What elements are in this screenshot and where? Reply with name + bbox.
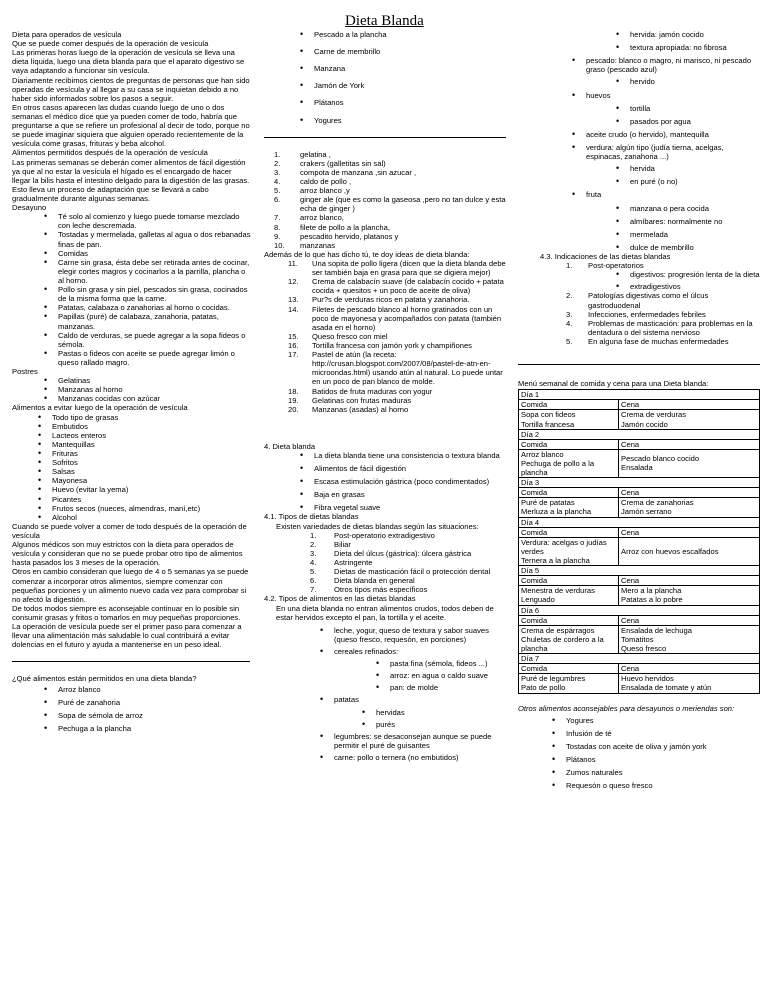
- comida-header: Comida: [519, 527, 619, 537]
- menu-dish: Merluza a la plancha: [521, 507, 592, 517]
- list-item: • manzana o pera cocida: [630, 204, 760, 213]
- table-row: [519, 674, 760, 693]
- item-number: 3.: [310, 548, 317, 558]
- otros-list: [518, 716, 760, 791]
- list-item: • Carne de membrillo: [314, 47, 508, 56]
- list-item: Otros tipos más específicos: [334, 585, 428, 595]
- list-item: Dietas de masticación fácil o protección dental: [334, 567, 491, 577]
- list-item: • Salsas: [52, 467, 252, 476]
- list-item: Infecciones, enfermedades febriles: [588, 309, 706, 319]
- menu-dish: Crema de zanahorias: [621, 498, 694, 508]
- item-number: 19.: [288, 395, 299, 405]
- list-item: manzanas: [300, 240, 336, 250]
- comida-header: Comida: [519, 664, 619, 674]
- cena-header: Cena: [619, 615, 760, 625]
- list-item: • Plátanos: [566, 755, 760, 764]
- sec41-list: [264, 531, 508, 595]
- list-item: Dieta del úlcus (gástrica): úlcera gástrica: [334, 548, 472, 558]
- heading-volver-comer: Cuando se puede volver a comer de todo después de la operación de vesícula: [12, 521, 247, 541]
- list-item: Pastel de atún (la receta: http://crusan.blogspot.com/2007/08/pastel-de-atn-en-microondas.html) usando atún al natural. Lo puede untar en un poco de pan blanco de molde.: [312, 350, 503, 387]
- table-row: [519, 625, 760, 653]
- list-item: Gelatinas con frutas maduras: [312, 395, 412, 405]
- list-item: • pasados por agua: [630, 117, 760, 126]
- day-label: Día 5: [519, 566, 760, 576]
- list-item: • hervido: [630, 77, 760, 86]
- list-item: • Mayonesa: [52, 476, 252, 485]
- top-food-list: [264, 30, 508, 125]
- paragraph: Las primeras semanas se deberán comer alimentos de fácil digestión ya que al no estar la vesícula el hígado es el encargado de hacer llegar la bilis hasta el intestino delgado para la digestión de las grasas.: [12, 157, 250, 185]
- sec4-list: [264, 451, 508, 513]
- menu-dish: Lenguado: [521, 595, 555, 605]
- paragraph: La operación de vesícula puede ser el primer paso para comenzar a llevar una alimentación más saludable lo cual contribuirá a evitar dolencias en el futuro y ayuda a mantenerse en un peso ideal.: [12, 622, 242, 650]
- list-item: • en puré (o no): [630, 177, 760, 186]
- menu-dish: Jamón serrano: [621, 507, 672, 517]
- item-number: 5.: [310, 567, 317, 577]
- table-row: [519, 537, 760, 565]
- item-number: 1.: [566, 261, 573, 271]
- question-heading: ¿Qué alimentos están permitidos en una dieta blanda?: [12, 674, 197, 684]
- foods-list: [518, 56, 760, 74]
- list-item: • Plátanos: [314, 98, 508, 107]
- indicaciones-list: [518, 291, 760, 346]
- item-number: 1.: [274, 149, 281, 159]
- list-item: pescadito hervido, platanos y: [300, 231, 399, 241]
- list-item: En alguna fase de muchas enfermedades: [588, 336, 729, 346]
- day-label: Día 2: [519, 429, 760, 439]
- list-item: • Zumos naturales: [566, 768, 760, 777]
- list-item: • Té solo al comienzo y luego puede tomarse mezclado con leche descremada.: [58, 212, 252, 230]
- list-item: arroz blanco ,y: [300, 186, 350, 196]
- table-row-header: [519, 488, 760, 498]
- list-item: • aceite crudo (o hervido), mantequilla: [586, 130, 760, 139]
- numbered-list-2: [264, 259, 508, 414]
- list-item: crakers (galletitas sin sal): [300, 158, 386, 168]
- paragraph: Diariamente recibimos cientos de preguntas de personas que han sido operadas de vesícula y al llegar a su casa se inquietan debido a no haber sido informados sobre los pasos a seguir.: [12, 75, 250, 103]
- list-item: • La dieta blanda tiene una consistencia o textura blanda: [314, 451, 508, 460]
- list-item: • Comidas: [58, 249, 252, 258]
- cena-cell: [619, 537, 760, 565]
- comida-header: Comida: [519, 439, 619, 449]
- foods-list-fruta: [518, 190, 760, 199]
- list-item: • tortilla: [630, 104, 760, 113]
- heading-dieta-blanda: 4. Dieta blanda: [264, 441, 316, 451]
- cena-cell: [619, 625, 760, 653]
- comida-header: Comida: [519, 488, 619, 498]
- table-row-day: [519, 605, 760, 615]
- list-item: Batidos de fruta maduras con yogur: [312, 386, 433, 396]
- list-item: • Embutidos: [52, 422, 252, 431]
- menu-dish: Pato de pollo: [521, 683, 566, 693]
- list-item: Una sopita de pollo ligera (dicen que la dieta blanda debe ser también baja en grasa para que se digiera mejor): [312, 258, 506, 278]
- item-number: 4.: [566, 318, 573, 328]
- heading-dieta-operados: Dieta para operados de vesícula: [12, 30, 122, 39]
- cena-header: Cena: [619, 400, 760, 410]
- list-item: Biliar: [334, 539, 351, 549]
- heading-tipos-dietas: 4.1. Tipos de dietas blandas: [264, 512, 359, 522]
- comida-cell: [519, 625, 619, 653]
- item-number: 14.: [288, 304, 299, 314]
- cena-cell: [619, 449, 760, 477]
- table-row: [519, 586, 760, 605]
- menu-dish: Pechuga de pollo a la plancha: [521, 458, 595, 478]
- item-number: 9.: [274, 231, 281, 241]
- table-row-day: [519, 654, 760, 664]
- cena-header: Cena: [619, 576, 760, 586]
- menu-dish: Tomatitos: [621, 634, 654, 644]
- cena-header: Cena: [619, 439, 760, 449]
- menu-dish: Ensalada de lechuga: [621, 625, 692, 635]
- list-item: • Frutos secos (nueces, almendras, maní,etc): [52, 504, 252, 513]
- heading-desayuno: Desayuno: [12, 203, 47, 213]
- comida-cell: [519, 498, 619, 517]
- list-item: filete de pollo a la plancha,: [300, 222, 390, 232]
- numbered-list-1: [264, 150, 508, 250]
- list-item: • Huevo (evitar la yema): [52, 485, 252, 494]
- paragraph: En una dieta blanda no entran alimentos crudos, todos deben de estar hervidos excepto el pan, la tortilla y el aceite.: [276, 603, 494, 622]
- table-row-header: [519, 664, 760, 674]
- list-item: • Fibra vegetal suave: [314, 503, 508, 512]
- comida-cell: [519, 537, 619, 565]
- list-item: • Sofritos: [52, 458, 252, 467]
- item-number: 2.: [566, 291, 573, 301]
- item-number: 1.: [310, 530, 317, 540]
- otros-title: Otros alimentos aconsejables para desayunos o meriendas son:: [518, 703, 735, 713]
- table-row-day: [519, 478, 760, 488]
- item-number: 2.: [310, 539, 317, 549]
- paragraph: Las primeras horas luego de la operación de vesícula se lleva una dieta líquida, luego una dieta blanda para que el aparato digestivo se vaya adaptando a funcionar sin vesícula.: [12, 48, 245, 76]
- list-item: • carne: pollo o ternera (no embutidos): [334, 753, 508, 762]
- list-item: • Todo tipo de grasas: [52, 413, 252, 422]
- menu-dish: Ensalada de tomate y atún: [621, 683, 712, 693]
- menu-dish: Ternera a la plancha: [521, 556, 590, 566]
- list-item: • mermelada: [630, 230, 760, 239]
- cena-header: Cena: [619, 488, 760, 498]
- menu-dish: Pescado blanco cocido: [621, 454, 700, 464]
- list-item: • Alimentos de fácil digestión: [314, 464, 508, 473]
- table-row-day: [519, 390, 760, 400]
- table-row-header: [519, 439, 760, 449]
- list-item: • Infusión de té: [566, 729, 760, 738]
- table-row-day: [519, 566, 760, 576]
- paragraph: Esto lleva un proceso de adaptación que se llevará a cabo gradualmente durante algunas semanas.: [12, 184, 209, 203]
- list-item: compota de manzana ,sin azucar ,: [300, 167, 417, 177]
- patatas-sublist: [264, 708, 508, 729]
- list-item: Post-operatorios: [588, 261, 644, 271]
- list-item: Problemas de masticación: para problemas en la dentadura o del sistema nervioso: [588, 318, 753, 337]
- list-item: arroz blanco,: [300, 213, 344, 223]
- huevos-sublist: [518, 104, 760, 126]
- menu-dish: Jamón cocido: [621, 419, 668, 429]
- permitidos-list: [12, 685, 252, 733]
- comida-header: Comida: [519, 400, 619, 410]
- list-item: gelatina ,: [300, 149, 331, 159]
- list-item: • Tostadas y mermelada, galletas al agua o dos rebanadas finas de pan.: [58, 230, 252, 248]
- item-number: 7.: [274, 213, 281, 223]
- list-item: • Escasa estimulación gástrica (poco condimentados): [314, 477, 508, 486]
- list-item: • Jamón de York: [314, 81, 508, 90]
- cereales-sublist: [264, 659, 508, 692]
- menu-dish: Tortilla francesa: [521, 419, 575, 429]
- list-item: • Gelatinas: [58, 376, 252, 385]
- pescado-sublist: [518, 77, 760, 86]
- menu-dish: Patatas a lo pobre: [621, 595, 683, 605]
- divider: [12, 661, 250, 662]
- menu-dish: Puré de legumbres: [521, 674, 586, 684]
- list-item: • Picantes: [52, 495, 252, 504]
- comida-header: Comida: [519, 576, 619, 586]
- menu-dish: Verdura: acelgas o judías verdes: [521, 537, 607, 556]
- list-item: • verdura: algún tipo (judía tierna, acelgas, espinacas, zanahoria ...): [586, 143, 760, 161]
- menu-dish: Queso fresco: [621, 644, 667, 654]
- table-row-day: [519, 429, 760, 439]
- table-row: [519, 449, 760, 477]
- list-item: • Sopa de sémola de arroz: [58, 711, 252, 720]
- postop-sublist: [518, 270, 760, 291]
- list-item: • Puré de zanahoria: [58, 698, 252, 707]
- table-row-day: [519, 517, 760, 527]
- list-item: • Pastas o fideos con aceite se puede agregar limón o queso rallado magro.: [58, 349, 252, 367]
- list-item: • almíbares: normalmente no: [630, 217, 760, 226]
- divider: [518, 364, 760, 365]
- page-title: Dieta Blanda: [345, 13, 424, 29]
- item-number: 11.: [288, 258, 298, 268]
- menu-title: Menú semanal de comida y cena para una Dieta blanda:: [518, 379, 709, 389]
- list-item: • huevos: [586, 91, 760, 100]
- comida-cell: [519, 586, 619, 605]
- list-item: Manzanas (asadas) al horno: [312, 404, 409, 414]
- list-item: • Caldo de verduras, se puede agregar a la sopa fideos o sémola.: [58, 331, 252, 349]
- list-item: • hervidas: [376, 708, 508, 717]
- table-row: [519, 410, 760, 429]
- sec42-list: [264, 626, 508, 656]
- list-item: Post-operatorio extradigestivo: [334, 530, 435, 540]
- desayuno-list: [12, 212, 252, 367]
- heading-que-comer: Que se puede comer después de la operación de vesícula: [12, 39, 209, 49]
- list-item: • pescado: blanco o magro, ni marisco, ni pescado graso (pescado azul): [586, 56, 760, 74]
- paragraph: Existen variedades de dietas blandas según las situaciones:: [276, 521, 479, 531]
- list-item: • Frituras: [52, 449, 252, 458]
- sec42-list-cont2: [264, 732, 508, 762]
- menu-dish: Crema de verduras: [621, 410, 686, 420]
- list-item: • Requesón o queso fresco: [566, 781, 760, 790]
- foods-list-huevos: [518, 91, 760, 100]
- heading-tipos-alimentos: 4.2. Tipos de alimentos en las dietas blandas: [264, 594, 416, 604]
- menu-dish: Arroz con huevos escalfados: [621, 546, 719, 556]
- day-label: Día 6: [519, 605, 760, 615]
- list-item: • Pechuga a la plancha: [58, 724, 252, 733]
- list-item: Pur?s de verduras ricos en patata y zanahoria.: [312, 295, 470, 305]
- carne-sublist: [518, 30, 760, 52]
- cena-cell: [619, 674, 760, 693]
- item-number: 6.: [274, 195, 281, 205]
- column-middle: [264, 30, 508, 762]
- list-item: • Carne sin grasa, ésta debe ser retirada antes de cocinar, elegir cortes magros y cocinarlos a la parrilla, plancha o al horno.: [58, 258, 252, 285]
- list-item: Tortilla francesa con jamón york y champiñones: [312, 340, 472, 350]
- verdura-sublist: [518, 164, 760, 186]
- evitar-list: [12, 413, 252, 522]
- menu-dish: Sopa con fideos: [521, 410, 576, 420]
- item-number: 4.: [310, 558, 317, 568]
- item-number: 20.: [288, 404, 299, 414]
- item-number: 13.: [288, 295, 299, 305]
- list-item: • Manzanas al horno: [58, 385, 252, 394]
- list-item: • fruta: [586, 190, 760, 199]
- table-row-header: [519, 576, 760, 586]
- list-item: • Arroz blanco: [58, 685, 252, 694]
- item-number: 18.: [288, 386, 299, 396]
- cena-header: Cena: [619, 664, 760, 674]
- menu-dish: Huevo hervidos: [621, 674, 674, 684]
- list-item: • patatas: [334, 695, 508, 704]
- menu-dish: Arroz blanco: [521, 449, 564, 459]
- paragraph: De todos modos siempre es aconsejable continuar en lo posible sin consumir grasas y fritos o tomarlos en muy pequeñas proporciones.: [12, 603, 241, 622]
- list-item: • Pollo sin grasa y sin piel, pescados sin grasa, cocinados de la misma forma que la carne.: [58, 285, 252, 303]
- comida-header: Comida: [519, 615, 619, 625]
- table-row: [519, 498, 760, 517]
- menu-dish: Menestra de verduras: [521, 586, 595, 596]
- item-number: 4.: [274, 176, 281, 186]
- item-number: 8.: [274, 222, 281, 232]
- heading-postres: Postres: [12, 367, 38, 377]
- list-item: Crema de calabacín suave (de calabacín cocido + patata cocida + quesitos + un poco de aceite de oliva): [312, 277, 504, 296]
- table-row-header: [519, 400, 760, 410]
- list-item: • cereales refinados:: [334, 647, 508, 656]
- list-item: • Patatas, calabaza o zanahorias al horno o cocidas.: [58, 303, 252, 312]
- menu-dish: Puré de patatas: [521, 498, 575, 508]
- table-row-header: [519, 527, 760, 537]
- comida-cell: [519, 674, 619, 693]
- sec42-list-cont: [264, 695, 508, 704]
- day-label: Día 4: [519, 517, 760, 527]
- paragraph: Otros en cambio consideran que luego de 4 o 5 semanas ya se puede comenzar a incorporar otros alimentos, siempre comenzar con pequeñas porciones y un alimento nuevo cada vez para comprobar si no afectó la digestión.: [12, 567, 249, 604]
- list-item: Dieta blanda en general: [334, 576, 415, 586]
- day-label: Día 7: [519, 654, 760, 664]
- list-item: • Pescado a la plancha: [314, 30, 508, 39]
- list-item: • Manzanas cocidas con azúcar: [58, 394, 252, 403]
- item-number: 12.: [288, 277, 299, 287]
- item-number: 5.: [566, 336, 573, 346]
- list-item: • Baja en grasas: [314, 490, 508, 499]
- list-item: • digestivos: progresión lenta de la dieta: [630, 270, 760, 279]
- item-number: 2.: [274, 158, 281, 168]
- list-item: • Manzana: [314, 64, 508, 73]
- list-item: • pasta fina (sémola, fideos ...): [390, 659, 508, 668]
- item-number: 15.: [288, 331, 299, 341]
- fruta-sublist: [518, 204, 760, 252]
- column-right: [518, 30, 760, 790]
- list-item: • pan: de molde: [390, 683, 508, 692]
- comida-cell: [519, 410, 619, 429]
- list-item: • dulce de membrillo: [630, 243, 760, 252]
- list-item: ginger ale (que es como la gaseosa ,pero no tan dulce y esta echa de ginger ): [300, 195, 506, 214]
- menu-dish: Crema de espárragos: [521, 625, 595, 635]
- list-item: • Lacteos enteros: [52, 431, 252, 440]
- item-number: 16.: [288, 340, 299, 350]
- list-item: • purés: [376, 720, 508, 729]
- column-left: [12, 30, 252, 733]
- list-item: • Yogures: [566, 716, 760, 725]
- item-number: 3.: [566, 309, 573, 319]
- item-number: 10.: [274, 240, 285, 250]
- paragraph: En otros casos aparecen las dudas cuando luego de uno o dos semanas el médico dice que ya pueden comer de todo, habría que preguntarse a que se refiere un profesional al decir de todo, porque no se puede imaginar siquiera que alguien operado recientemente de la vesícula come grasas, frituras y beba alcohol.: [12, 102, 250, 149]
- heading-indicaciones: 4.3. Indicaciones de las dietas blandas: [540, 251, 671, 261]
- foods-list-cont: [518, 130, 760, 161]
- heading-alimentos-evitar: Alimentos a evitar luego de la operación de vesícula: [12, 403, 188, 413]
- menu-dish: Chuletas de cordero a la plancha: [521, 634, 604, 654]
- list-item: • textura apropiada: no fibrosa: [630, 43, 760, 52]
- list-item: • arroz: en agua o caldo suave: [390, 671, 508, 680]
- paragraph: Además de lo que has dicho tú, te doy ideas de dieta blanda:: [264, 249, 470, 259]
- menu-dish: Mero a la plancha: [621, 586, 682, 596]
- menu-dish: Ensalada: [621, 463, 653, 473]
- weekly-menu-table: [518, 389, 760, 693]
- cena-cell: [619, 498, 760, 517]
- postres-list: [12, 376, 252, 403]
- cena-cell: [619, 410, 760, 429]
- cena-header: Cena: [619, 527, 760, 537]
- list-item: • extradigestivos: [630, 282, 760, 291]
- list-item: • hervida: [630, 164, 760, 173]
- list-item: • Alcohol: [52, 513, 252, 522]
- paragraph: Algunos médicos son muy estrictos con la dieta para operados de vesícula y consideran que no se puede probar otro tipo de alimentos hasta pasados los 3 meses de la operación.: [12, 540, 243, 568]
- cena-cell: [619, 586, 760, 605]
- list-item: • Tostadas con aceite de oliva y jamón york: [566, 742, 760, 751]
- list-item: • hervida: jamón cocido: [630, 30, 760, 39]
- item-number: 7.: [310, 585, 317, 595]
- list-item: Filetes de pescado blanco al horno gratinados con un poco de mayonesa y acompañados con patata (también asada en el horno): [312, 304, 502, 332]
- table-row-header: [519, 615, 760, 625]
- list-item: Astringente: [334, 558, 373, 568]
- list-item: caldo de pollo ,: [300, 176, 352, 186]
- divider: [264, 137, 506, 138]
- item-number: 5.: [274, 186, 281, 196]
- list-item: Patologías digestivas como el úlcus gastroduodenal: [588, 291, 709, 310]
- comida-cell: [519, 449, 619, 477]
- heading-alimentos-permitidos: Alimentos permitidos después de la operación de vesícula: [12, 148, 208, 158]
- item-number: 3.: [274, 167, 281, 177]
- day-label: Día 3: [519, 478, 760, 488]
- list-item: Queso fresco con miel: [312, 331, 388, 341]
- list-item: • Mantequillas: [52, 440, 252, 449]
- item-number: 6.: [310, 576, 317, 586]
- list-item: • legumbres: se desaconsejan aunque se puede permitir el puré de guisantes: [334, 732, 508, 750]
- item-number: 17.: [288, 350, 299, 360]
- list-item: • Papillas (puré) de calabaza, zanahoria, patatas, manzanas.: [58, 312, 252, 330]
- list-item: • Yogures: [314, 116, 508, 125]
- list-item: • leche, yogur, queso de textura y sabor suaves (queso fresco, requesón, en porciones): [334, 626, 508, 644]
- day-label: Día 1: [519, 390, 760, 400]
